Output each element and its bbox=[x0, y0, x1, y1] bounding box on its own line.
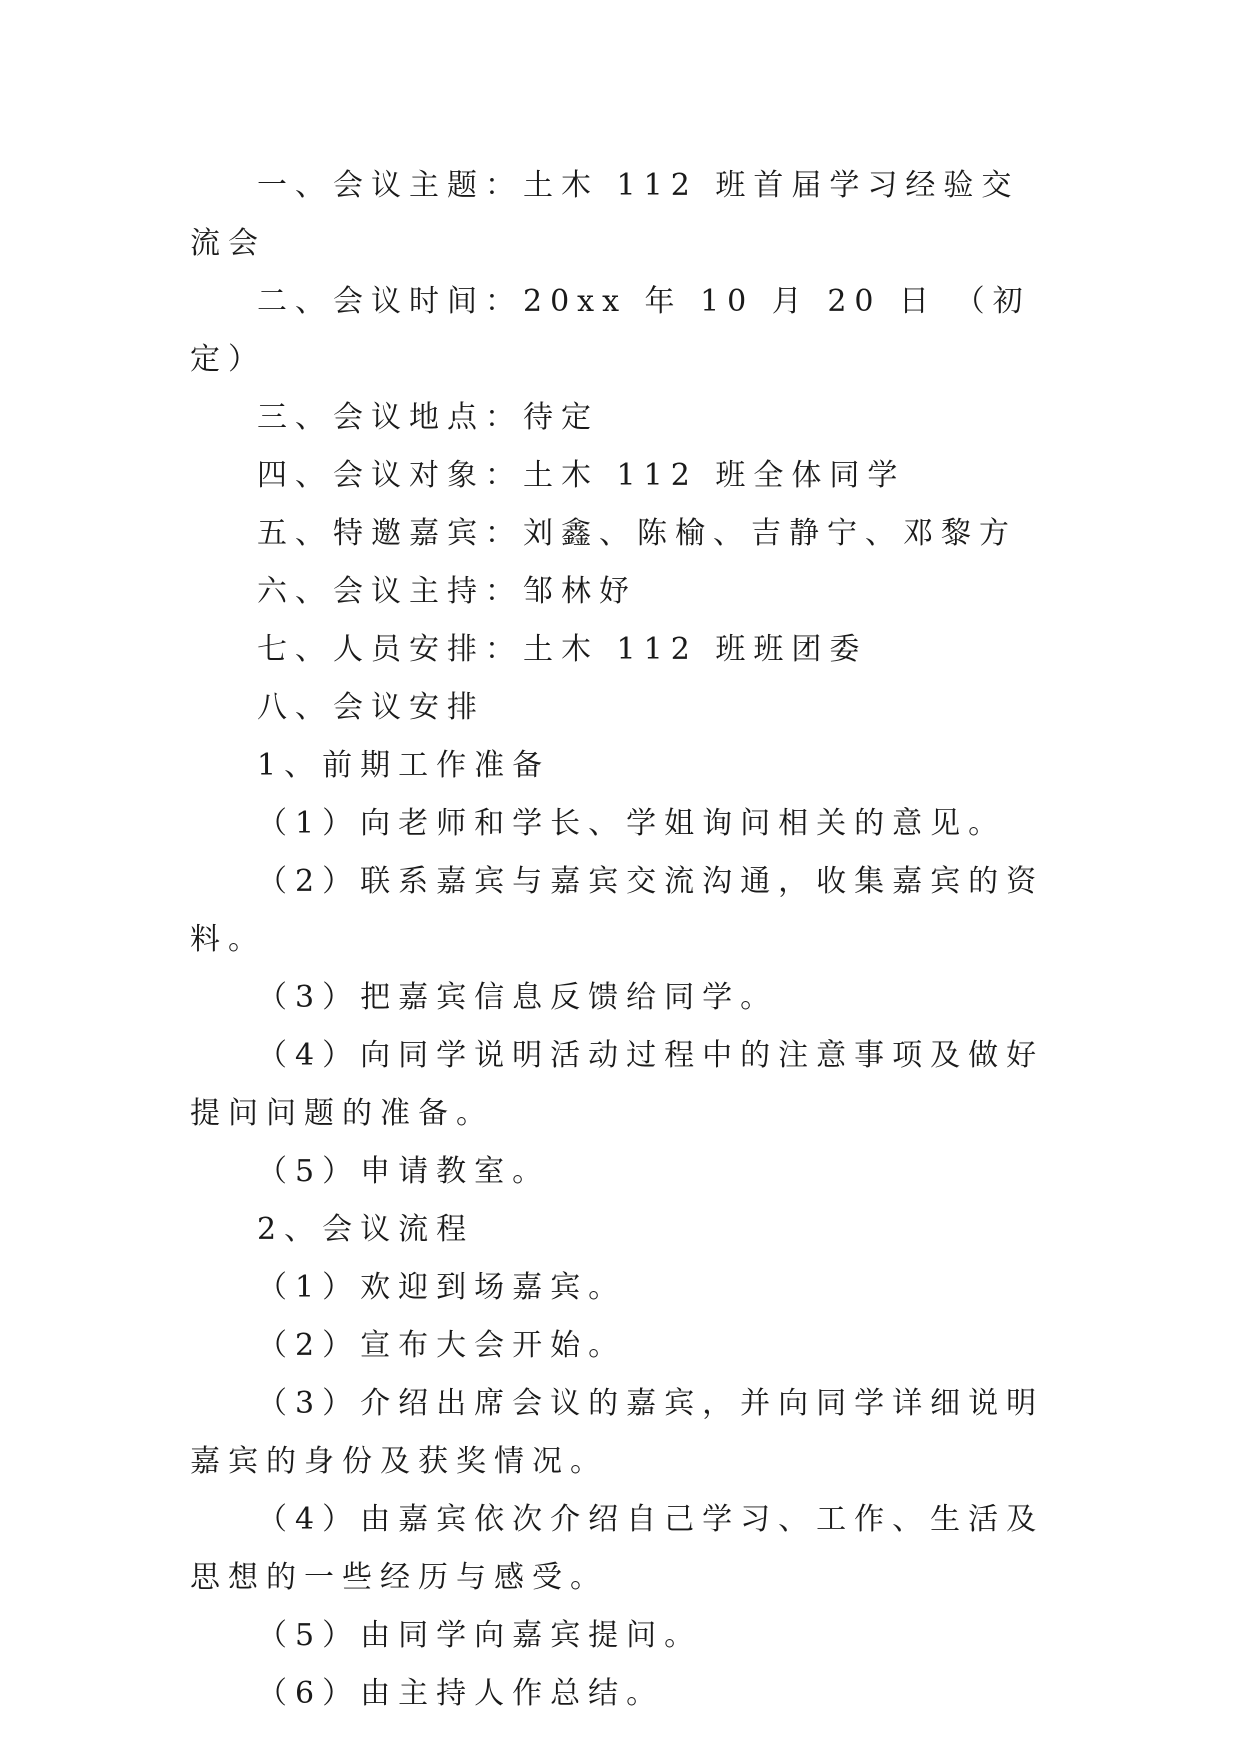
paragraph-process-item-5: （5）由同学向嘉宾提问。 bbox=[257, 1618, 703, 1653]
paragraph-special-guests: 五、特邀嘉宾：刘鑫、陈榆、吉静宁、邓黎方 bbox=[257, 516, 1017, 551]
paragraph-preparation-item-2: （2）联系嘉宾与嘉宾交流沟通，收集嘉宾的资料。 bbox=[190, 864, 1045, 957]
paragraph-preparation-item-5: （5）申请教室。 bbox=[257, 1154, 551, 1189]
paragraph-process-item-4: （4）由嘉宾依次介绍自己学习、工作、生活及思想的一些经历与感受。 bbox=[190, 1502, 1045, 1595]
paragraph-meeting-host: 六、会议主持：邹林妤 bbox=[257, 574, 637, 609]
paragraph-preparation-item-1: （1）向老师和学长、学姐询问相关的意见。 bbox=[257, 806, 1007, 841]
paragraph-process-item-1: （1）欢迎到场嘉宾。 bbox=[257, 1270, 627, 1305]
paragraph-preparation-heading: 1、前期工作准备 bbox=[257, 748, 551, 783]
paragraph-process-heading: 2、会议流程 bbox=[257, 1212, 475, 1247]
document-body bbox=[190, 157, 1050, 1723]
paragraph-meeting-audience: 四、会议对象：土木 112 班全体同学 bbox=[257, 458, 906, 493]
paragraph-process-item-2: （2）宣布大会开始。 bbox=[257, 1328, 627, 1363]
paragraph-preparation-item-4: （4）向同学说明活动过程中的注意事项及做好提问问题的准备。 bbox=[190, 1038, 1045, 1131]
paragraph-process-item-3: （3）介绍出席会议的嘉宾，并向同学详细说明嘉宾的身份及获奖情况。 bbox=[190, 1386, 1045, 1479]
paragraph-preparation-item-3: （3）把嘉宾信息反馈给同学。 bbox=[257, 980, 779, 1015]
paragraph-process-item-6: （6）由主持人作总结。 bbox=[257, 1676, 665, 1711]
paragraph-meeting-location: 三、会议地点：待定 bbox=[257, 400, 599, 435]
paragraph-meeting-time: 二、会议时间：20xx 年 10 月 20 日 （初定） bbox=[190, 284, 1031, 377]
paragraph-staff-arrangement: 七、人员安排：土木 112 班班团委 bbox=[257, 632, 868, 667]
paragraph-meeting-arrangement-heading: 八、会议安排 bbox=[257, 690, 485, 725]
paragraph-meeting-theme: 一、会议主题：土木 112 班首届学习经验交流会 bbox=[190, 168, 1020, 261]
